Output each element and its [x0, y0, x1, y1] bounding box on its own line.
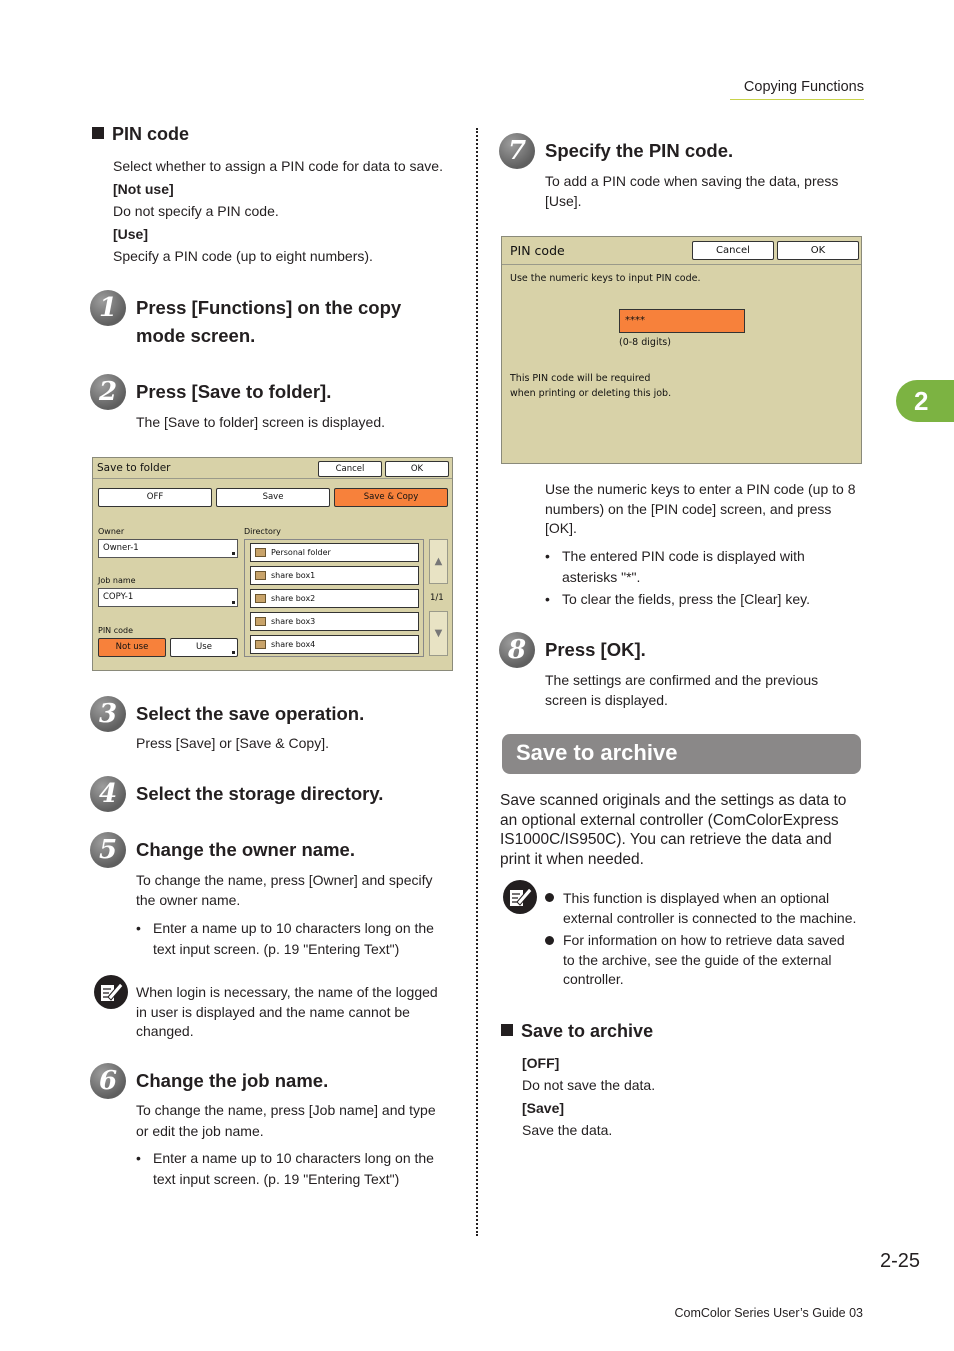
folder-icon: [255, 640, 266, 649]
mode-save-button[interactable]: Save: [216, 488, 330, 507]
pin-code-screen: [501, 236, 862, 464]
square-bullet-icon: [501, 1024, 513, 1036]
page-number: 2-25: [880, 1250, 921, 1272]
step-5-title: Change the owner name.: [136, 839, 355, 860]
dir-item[interactable]: share box1: [250, 566, 419, 585]
step-3-desc: Press [Save] or [Save & Copy].: [136, 735, 329, 751]
footer-text: ComColor Series User’s Guide 03: [674, 1306, 863, 1320]
pin-use-button[interactable]: Use: [170, 638, 238, 657]
note-login: When login is necessary, the name of the logged in user is displayed and the name cannot be changed.: [136, 984, 438, 1039]
owner-label: Owner: [98, 527, 125, 536]
step-4-number: 4: [90, 776, 126, 812]
pin-code-label: PIN code: [98, 626, 134, 635]
bullet-dot-icon: [545, 893, 554, 902]
step-7-number: 7: [499, 133, 535, 169]
owner-field[interactable]: Owner-1: [98, 539, 238, 558]
pin-not-use-button[interactable]: Not use: [98, 638, 166, 657]
step-2-title: Press [Save to folder].: [136, 381, 332, 402]
chapter-tab: 2: [896, 380, 954, 422]
dir-item[interactable]: share box2: [250, 589, 419, 608]
pin-code-intro: Select whether to assign a PIN code for data to save.: [113, 158, 443, 174]
pin-opt-use-desc: Specify a PIN code (up to eight numbers).: [113, 248, 373, 264]
pin-opt-not-use-label: [Not use]: [113, 181, 174, 197]
step-6-bullet: • Enter a name up to 10 characters long on the text input screen. (p. 19 "Entering Text"): [136, 1150, 434, 1187]
step-1-number: 1: [90, 290, 126, 326]
step-2-desc: The [Save to folder] screen is displayed.: [136, 414, 386, 430]
pin-screen-title: PIN code: [502, 237, 861, 265]
folder-icon: [255, 548, 266, 557]
archive-opt-save-desc: Save the data.: [522, 1122, 613, 1138]
mode-save-copy-button[interactable]: Save & Copy: [334, 488, 448, 507]
square-bullet-icon: [92, 127, 104, 139]
step-4-title: Select the storage directory.: [136, 783, 384, 804]
dir-item[interactable]: Personal folder: [250, 543, 419, 562]
dir-item[interactable]: share box3: [250, 612, 419, 631]
pin-code-heading: PIN code: [92, 124, 189, 145]
archive-note-1: This function is displayed when an optional external controller is connected to the machine.: [563, 890, 857, 926]
folder-icon: [255, 594, 266, 603]
archive-note-2: For information on how to retrieve data saved to the archive, see the guide of the external controller.: [563, 932, 845, 987]
step-2-number: 2: [90, 374, 126, 410]
step-8-number: 8: [499, 632, 535, 668]
step-7-after: Use the numeric keys to enter a PIN code (up to 8 numbers) on the [PIN code] screen, and press [OK].: [545, 481, 856, 536]
pin-requirement-note: This PIN code will be required when printing or deleting this job.: [510, 373, 672, 399]
bullet-dot-icon: [545, 936, 554, 945]
dir-item[interactable]: share box4: [250, 635, 419, 654]
save-to-folder-screen: [92, 457, 453, 671]
step-7-bullet-2: • To clear the fields, press the [Clear] key.: [545, 591, 810, 607]
job-name-field[interactable]: COPY-1: [98, 588, 238, 607]
note-pencil-icon: [503, 880, 537, 914]
screen-title: Save to folder: [93, 458, 452, 479]
step-6-desc: To change the name, press [Job name] and type or edit the job name.: [136, 1102, 436, 1139]
cancel-button[interactable]: Cancel: [318, 461, 382, 477]
page-indicator: 1/1: [430, 593, 444, 603]
archive-heading: Save to archive: [501, 1021, 653, 1042]
directory-list: [244, 539, 424, 657]
note-pencil-icon: [94, 975, 128, 1009]
step-8-title: Press [OK].: [545, 639, 646, 660]
pin-input-field[interactable]: ****: [619, 309, 745, 333]
step-7-desc: To add a PIN code when saving the data, press [Use].: [545, 173, 839, 209]
pin-ok-button[interactable]: OK: [777, 241, 859, 260]
archive-opt-off-desc: Do not save the data.: [522, 1077, 656, 1093]
save-to-archive-title-bar: Save to archive: [502, 734, 861, 774]
folder-icon: [255, 571, 266, 580]
step-5-desc: To change the name, press [Owner] and specify the owner name.: [136, 872, 433, 908]
pin-opt-use-label: [Use]: [113, 226, 149, 242]
scroll-up-button[interactable]: ▲: [429, 539, 448, 584]
step-5-bullet: • Enter a name up to 10 characters long on the text input screen. (p. 19 "Entering Text"): [136, 920, 434, 957]
ok-button[interactable]: OK: [385, 461, 449, 477]
step-6-number: 6: [90, 1063, 126, 1099]
pin-cancel-button[interactable]: Cancel: [692, 241, 774, 260]
step-3-number: 3: [90, 696, 126, 732]
pin-opt-not-use-desc: Do not specify a PIN code.: [113, 203, 279, 219]
pin-digits-hint: (0-8 digits): [619, 337, 671, 348]
step-6-title: Change the job name.: [136, 1070, 329, 1091]
step-7-title: Specify the PIN code.: [545, 140, 734, 161]
directory-label: Directory: [244, 527, 281, 536]
job-name-label: Job name: [98, 576, 136, 585]
running-header: Copying Functions: [730, 79, 864, 100]
step-7-bullet-1: • The entered PIN code is displayed with asterisks "*".: [545, 548, 805, 585]
mode-off-button[interactable]: OFF: [98, 488, 212, 507]
step-5-number: 5: [90, 832, 126, 868]
column-divider: [476, 128, 478, 1236]
archive-opt-off-label: [OFF]: [522, 1055, 560, 1071]
archive-paragraph: Save scanned originals and the settings as data to an optional external controller (ComColorExpress IS1000C/IS950C). You can retrieve the data and print it when needed.: [500, 792, 847, 868]
step-8-desc: The settings are confirmed and the previous screen is displayed.: [545, 672, 819, 708]
step-3-title: Select the save operation.: [136, 703, 365, 724]
folder-icon: [255, 617, 266, 626]
archive-opt-save-label: [Save]: [522, 1100, 565, 1116]
step-1-title: Press [Functions] on the copy mode screen.: [136, 297, 402, 346]
scroll-down-button[interactable]: ▼: [429, 611, 448, 656]
pin-instruction: Use the numeric keys to input PIN code.: [510, 273, 701, 284]
